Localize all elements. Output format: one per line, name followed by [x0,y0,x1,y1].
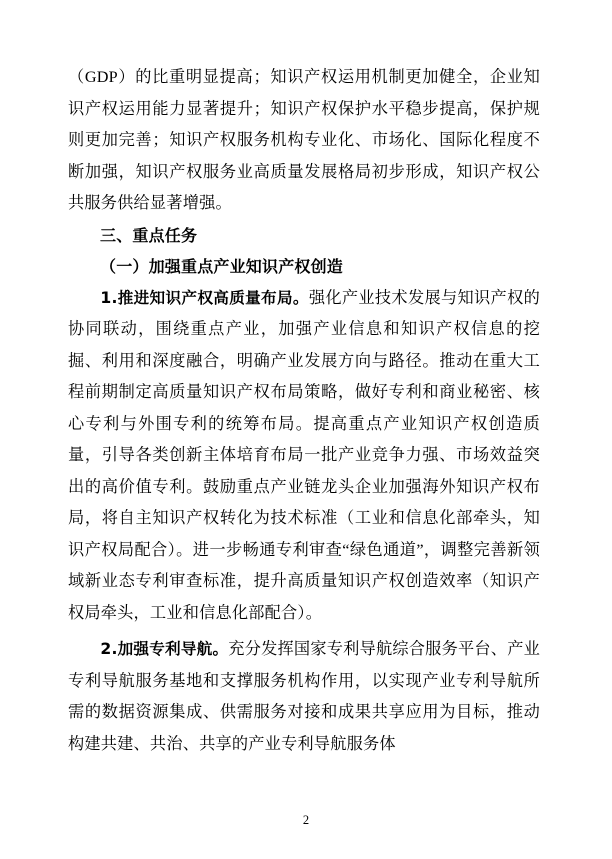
document-body [68,62,540,760]
paragraph-item-1 [68,283,540,630]
paragraph-gdp: （GDP）的比重明显提高；知识产权运用机制更加健全，企业知识产权运用能力显著提升；知识产权保护水平稳步提高，保护规则更加完善；知识产权服务机构专业化、市场化、国际化程度不断加强，知识产权服务业高质量发展格局初步形成，知识产权公共服务供给显著增强。 [68,68,540,212]
heading-subsection-one: （一）加强重点产业知识产权创造 [100,257,344,276]
heading-section-three: 三、重点任务 [100,225,198,245]
page-number: 2 [302,813,310,827]
paragraph-item-2-text: 充分发挥国家专利导航综合服务平台、产业专利导航服务基地和支撑服务机构作用，以实现产业专利导航所需的数据资源集成、供需服务对接和成果共享应用为目标，推动构建共建、共治、共享的产业专利导航服务体 [68,640,540,753]
paragraph-item-1-text: 强化产业技术发展与知识产权的协同联动，围绕重点产业，加强产业信息和知识产权信息的挖掘、利用和深度融合，明确产业发展方向与路径。推动在重大工程前期制定高质量知识产权布局策略，做好专利和商业秘密、核心专利与外围专利的统筹布局。提高重点产业知识产权创造质量，引导各类创新主体培育布局一批产业竞争力强、市场效益突出的高价值专利。鼓励重点产业链龙头企业加强海外知识产权布局，将自主知识产权转化为技术标准（工业和信息化部牵头，知识产权局配合）。进一步畅通专利审查“绿色通道”，调整完善新领域新业态专利审查标准，提升高质量知识产权创造效率（知识产权局牵头，工业和信息化部配合）。 [68,288,540,622]
paragraph-item-1-title: 1.推进知识产权高质量布局。 [100,288,309,307]
paragraph-item-2 [68,634,540,760]
paragraph-item-2-title: 2.加强专利导航。 [100,640,229,658]
